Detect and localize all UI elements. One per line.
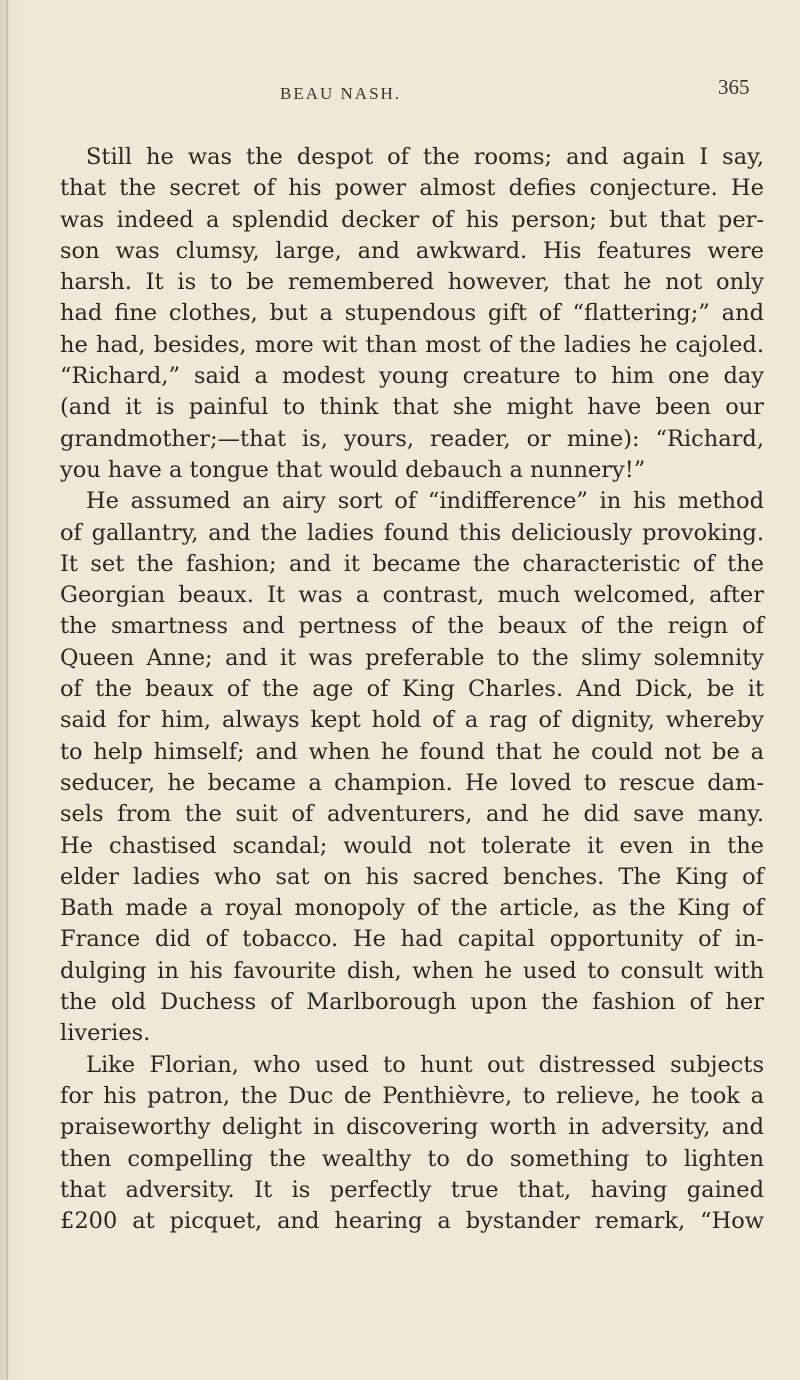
text-line: son was clumsy, large, and awkward. His features were [60, 237, 764, 264]
text-line: France did of tobacco. He had capital opportunity of in- [60, 926, 764, 953]
text-line: liveries. [60, 1020, 151, 1047]
text-line: that the secret of his power almost defies conjecture. He [60, 175, 764, 202]
text-line: (and it is painful to think that she might have been our [60, 394, 764, 421]
text-line: that adversity. It is perfectly true that, having gained [60, 1176, 764, 1203]
text-line: Georgian beaux. It was a contrast, much welcomed, after [60, 582, 764, 609]
text-line: to help himself; and when he found that he could not be a [60, 738, 764, 765]
binding-gutter [6, 0, 8, 1380]
text-line: Like Florian, who used to hunt out distressed subjects [86, 1051, 764, 1078]
body-text [60, 142, 764, 1237]
text-line: of the beaux of the age of King Charles. And Dick, be it [60, 676, 764, 703]
text-line: the smartness and pertness of the beaux of the reign of [60, 613, 764, 640]
page-number: 365 [718, 75, 750, 99]
text-line: then compelling the wealthy to do something to lighten [60, 1145, 764, 1172]
text-line: seducer, he became a champion. He loved to rescue dam- [60, 769, 764, 796]
text-line: Bath made a royal monopoly of the article, as the King of [60, 895, 764, 922]
text-line: had fine clothes, but a stupendous gift of “flattering;” and [60, 300, 764, 327]
text-line: for his patron, the Duc de Penthièvre, to relieve, he took a [60, 1082, 764, 1109]
text-line: harsh. It is to be remembered however, that he not only [60, 269, 764, 296]
text-line: dulging in his favourite dish, when he used to consult with [60, 957, 764, 984]
text-line: Still he was the despot of the rooms; and again I say, [86, 144, 764, 170]
text-line: of gallantry, and the ladies found this deliciously provoking. [60, 519, 764, 546]
text-line: praiseworthy delight in discovering worth in adversity, and [60, 1114, 764, 1141]
running-head: BEAU NASH. [280, 84, 402, 103]
text-line: you have a tongue that would debauch a nunnery!” [60, 456, 646, 483]
text-line: £200 at picquet, and hearing a bystander remark, “How [60, 1208, 764, 1235]
text-line: It set the fashion; and it became the characteristic of the [60, 550, 764, 577]
text-line: “Richard,” said a modest young creature to him one day [60, 363, 764, 390]
text-line: the old Duchess of Marlborough upon the fashion of her [60, 989, 764, 1016]
text-line: He assumed an airy sort of “indifference” in his method [86, 488, 764, 515]
text-line: was indeed a splendid decker of his person; but that per- [60, 206, 764, 233]
text-line: he had, besides, more wit than most of the ladies he cajoled. [60, 331, 764, 358]
text-line: said for him, always kept hold of a rag of dignity, whereby [60, 707, 764, 734]
text-line: He chastised scandal; would not tolerate it even in the [60, 832, 764, 859]
text-line: Queen Anne; and it was preferable to the slimy solemnity [60, 644, 764, 671]
text-line: elder ladies who sat on his sacred benches. The King of [60, 863, 764, 890]
text-line: grandmother;—that is, yours, reader, or mine): “Richard, [60, 425, 764, 452]
text-line: sels from the suit of adventurers, and he did save many. [60, 801, 764, 828]
